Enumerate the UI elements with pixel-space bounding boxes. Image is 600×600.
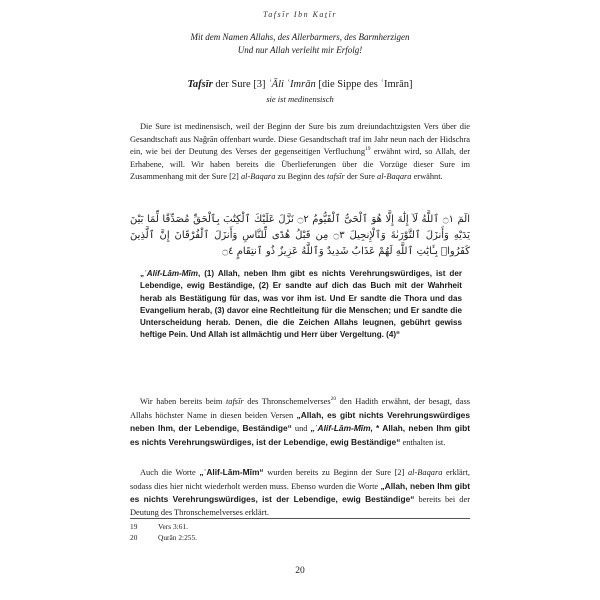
- quote-name: ʾAlif-Lām-Mīm: [144, 269, 198, 278]
- sura-subtitle: sie ist medinensisch: [266, 94, 334, 104]
- basmala-line-1: Mit dem Namen Allahs, des Allerbarmers, des Barmherzigen: [190, 32, 410, 42]
- footnote-ref-20[interactable]: 20: [330, 396, 337, 403]
- basmala-line-2: Und nur Allah verleiht mir Erfolg!: [237, 45, 363, 55]
- para1-text-a: Die Sure ist medinensisch, weil der Beginn der Sure bis zum dreiundachtzigsten Vers über die Gesandtschaft aus Naǧrān offenbart wurde. Diese Gesandtschaft traf im Jahr neun nach der Hidschra ein, wie bei der Deutung des Verses der gegenseitigen Verfluchung: [130, 122, 470, 156]
- para3-text-a: Auch die Worte: [140, 468, 200, 477]
- para1-text-c: al-Baqara: [240, 172, 276, 181]
- verse-translation: [140, 268, 462, 342]
- para3-text-g: bereits bei der Deutung des Thronschemelverses erklärt.: [130, 495, 470, 517]
- paragraph-intro: [130, 121, 470, 184]
- footnotes: [130, 521, 470, 543]
- sura-title: [130, 78, 470, 91]
- footnote-ref-19[interactable]: 19: [365, 146, 371, 153]
- basmala: [130, 31, 470, 57]
- footnote-divider: [130, 518, 470, 519]
- para1-text-f: der Sure: [344, 172, 378, 181]
- footnote-number: 19: [130, 522, 138, 531]
- footnote-number: 20: [130, 533, 138, 542]
- running-head: Tafsīr Ibn Kaṯīr: [263, 10, 337, 19]
- para3-text-e: erklärt, sodass dies hier nicht wiederholt werden muss. Ebenso wurden die Worte: [130, 468, 470, 491]
- footnote: [130, 521, 470, 532]
- para1-text-b: erwähnt wird, so Allah, der Erhabene, will. Wir haben bereits die Überlieferungen über die Vorzüge dieser Sure im Zusammenhang mit der Sure [2]: [130, 147, 471, 181]
- title-middle: der Sure [3]: [215, 79, 266, 90]
- para1-text-d: zu Beginn des: [275, 172, 328, 181]
- para2-text-b: tafsīr: [225, 397, 244, 406]
- paragraph-hadith: [130, 396, 470, 449]
- para2-text-h: * Allah, neben Ihm gibt es nichts Verehrungswürdiges, ist der Lebendige, ewig Beständige“: [130, 423, 471, 447]
- para2-text-f: und: [291, 424, 311, 433]
- para2-text-i: enthalten ist.: [400, 437, 446, 447]
- quote-open: „: [140, 269, 145, 278]
- para2-text-a: Wir haben bereits beim: [140, 397, 226, 406]
- para3-text-c: wurden bereits zu Beginn der Sure [2]: [263, 468, 408, 477]
- footnote-text: Qurān 2:255.: [158, 533, 197, 542]
- title-suffix: [die Sippe des ʿImrān]: [318, 79, 413, 90]
- para2-text-c: des Thronschemelverses: [243, 397, 331, 406]
- para1-text-g: al-Baqara: [377, 172, 412, 181]
- quote-text: , (1) Allah, neben Ihm gibt es nichts Verehrungswürdiges, ist der Lebendige, ewig Beständige, (2) Er sandte auf dich das Buch mit der Wahrheit herab als Bestätigung für das, was vor ihm ist. Und Er sandte die Thora und das Evangelium herab, (3) davor eine Rechtleitung für die Menschen; und Er sandte die Unterscheidung herab. Denen, die die Zeichen Allahs leugnen, gebührt gewiss heftige Pein. Und Allah ist allmächtig und Herr über Vergeltung. (4)“: [140, 269, 462, 340]
- title-prefix: Tafsīr: [187, 79, 213, 90]
- para2-text-e: „Allah, es gibt nichts Verehrungswürdiges neben Ihm, der Lebendige, Beständige“: [130, 409, 471, 433]
- paragraph-alif-lam-mim: [130, 466, 470, 519]
- page-number: 20: [295, 566, 305, 576]
- para2-text-g: „ʾAlif-Lām-Mīm,: [310, 423, 373, 433]
- footnote-text: Vers 3:61.: [158, 522, 188, 531]
- para3-text-b: „ʾAlif-Lām-Mīm“: [199, 467, 264, 477]
- para3-text-f: „Allah, neben Ihm gibt es nichts Verehrungswürdiges, ist der Lebendige, ewig Beständige“: [130, 480, 470, 504]
- title-name: ʾĀli ʿImrān: [268, 79, 316, 90]
- para3-text-d: al-Baqara: [407, 468, 443, 477]
- arabic-verses: الٓمٓ ۝١ ٱللَّهُ لَآ إِلَٰهَ إِلَّا هُوَ ٱلْحَىُّ ٱلْقَيُّومُ ۝٢ نَزَّلَ عَلَيْكَ ٱلْكِتَٰبَ بِٱلْحَقِّ مُصَدِّقًا لِّمَا بَيْنَ يَدَيْهِ وَأَنزَلَ ٱلتَّوْرَىٰةَ وَٱلْإِنجِيلَ ۝٣ مِن قَبْلُ هُدًى لِّلنَّاسِ وَأَنزَلَ ٱلْفُرْقَانَ إِنَّ ٱلَّذِينَ كَفَرُوا۟ بِـَٔايَٰتِ ٱللَّهِ لَهُمْ عَذَابٌ شَدِيدٌ وَٱللَّهُ عَزِيزٌ ذُو ٱنتِقَامٍ ۝٤: [130, 214, 470, 257]
- para1-text-h: erwähnt.: [411, 172, 443, 181]
- para2-text-d: den Hadith erwähnt, der besagt, dass Allahs höchster Name in diesen beiden Versen: [130, 397, 470, 420]
- para1-text-e: tafsīr: [327, 172, 345, 181]
- footnote: [130, 532, 470, 543]
